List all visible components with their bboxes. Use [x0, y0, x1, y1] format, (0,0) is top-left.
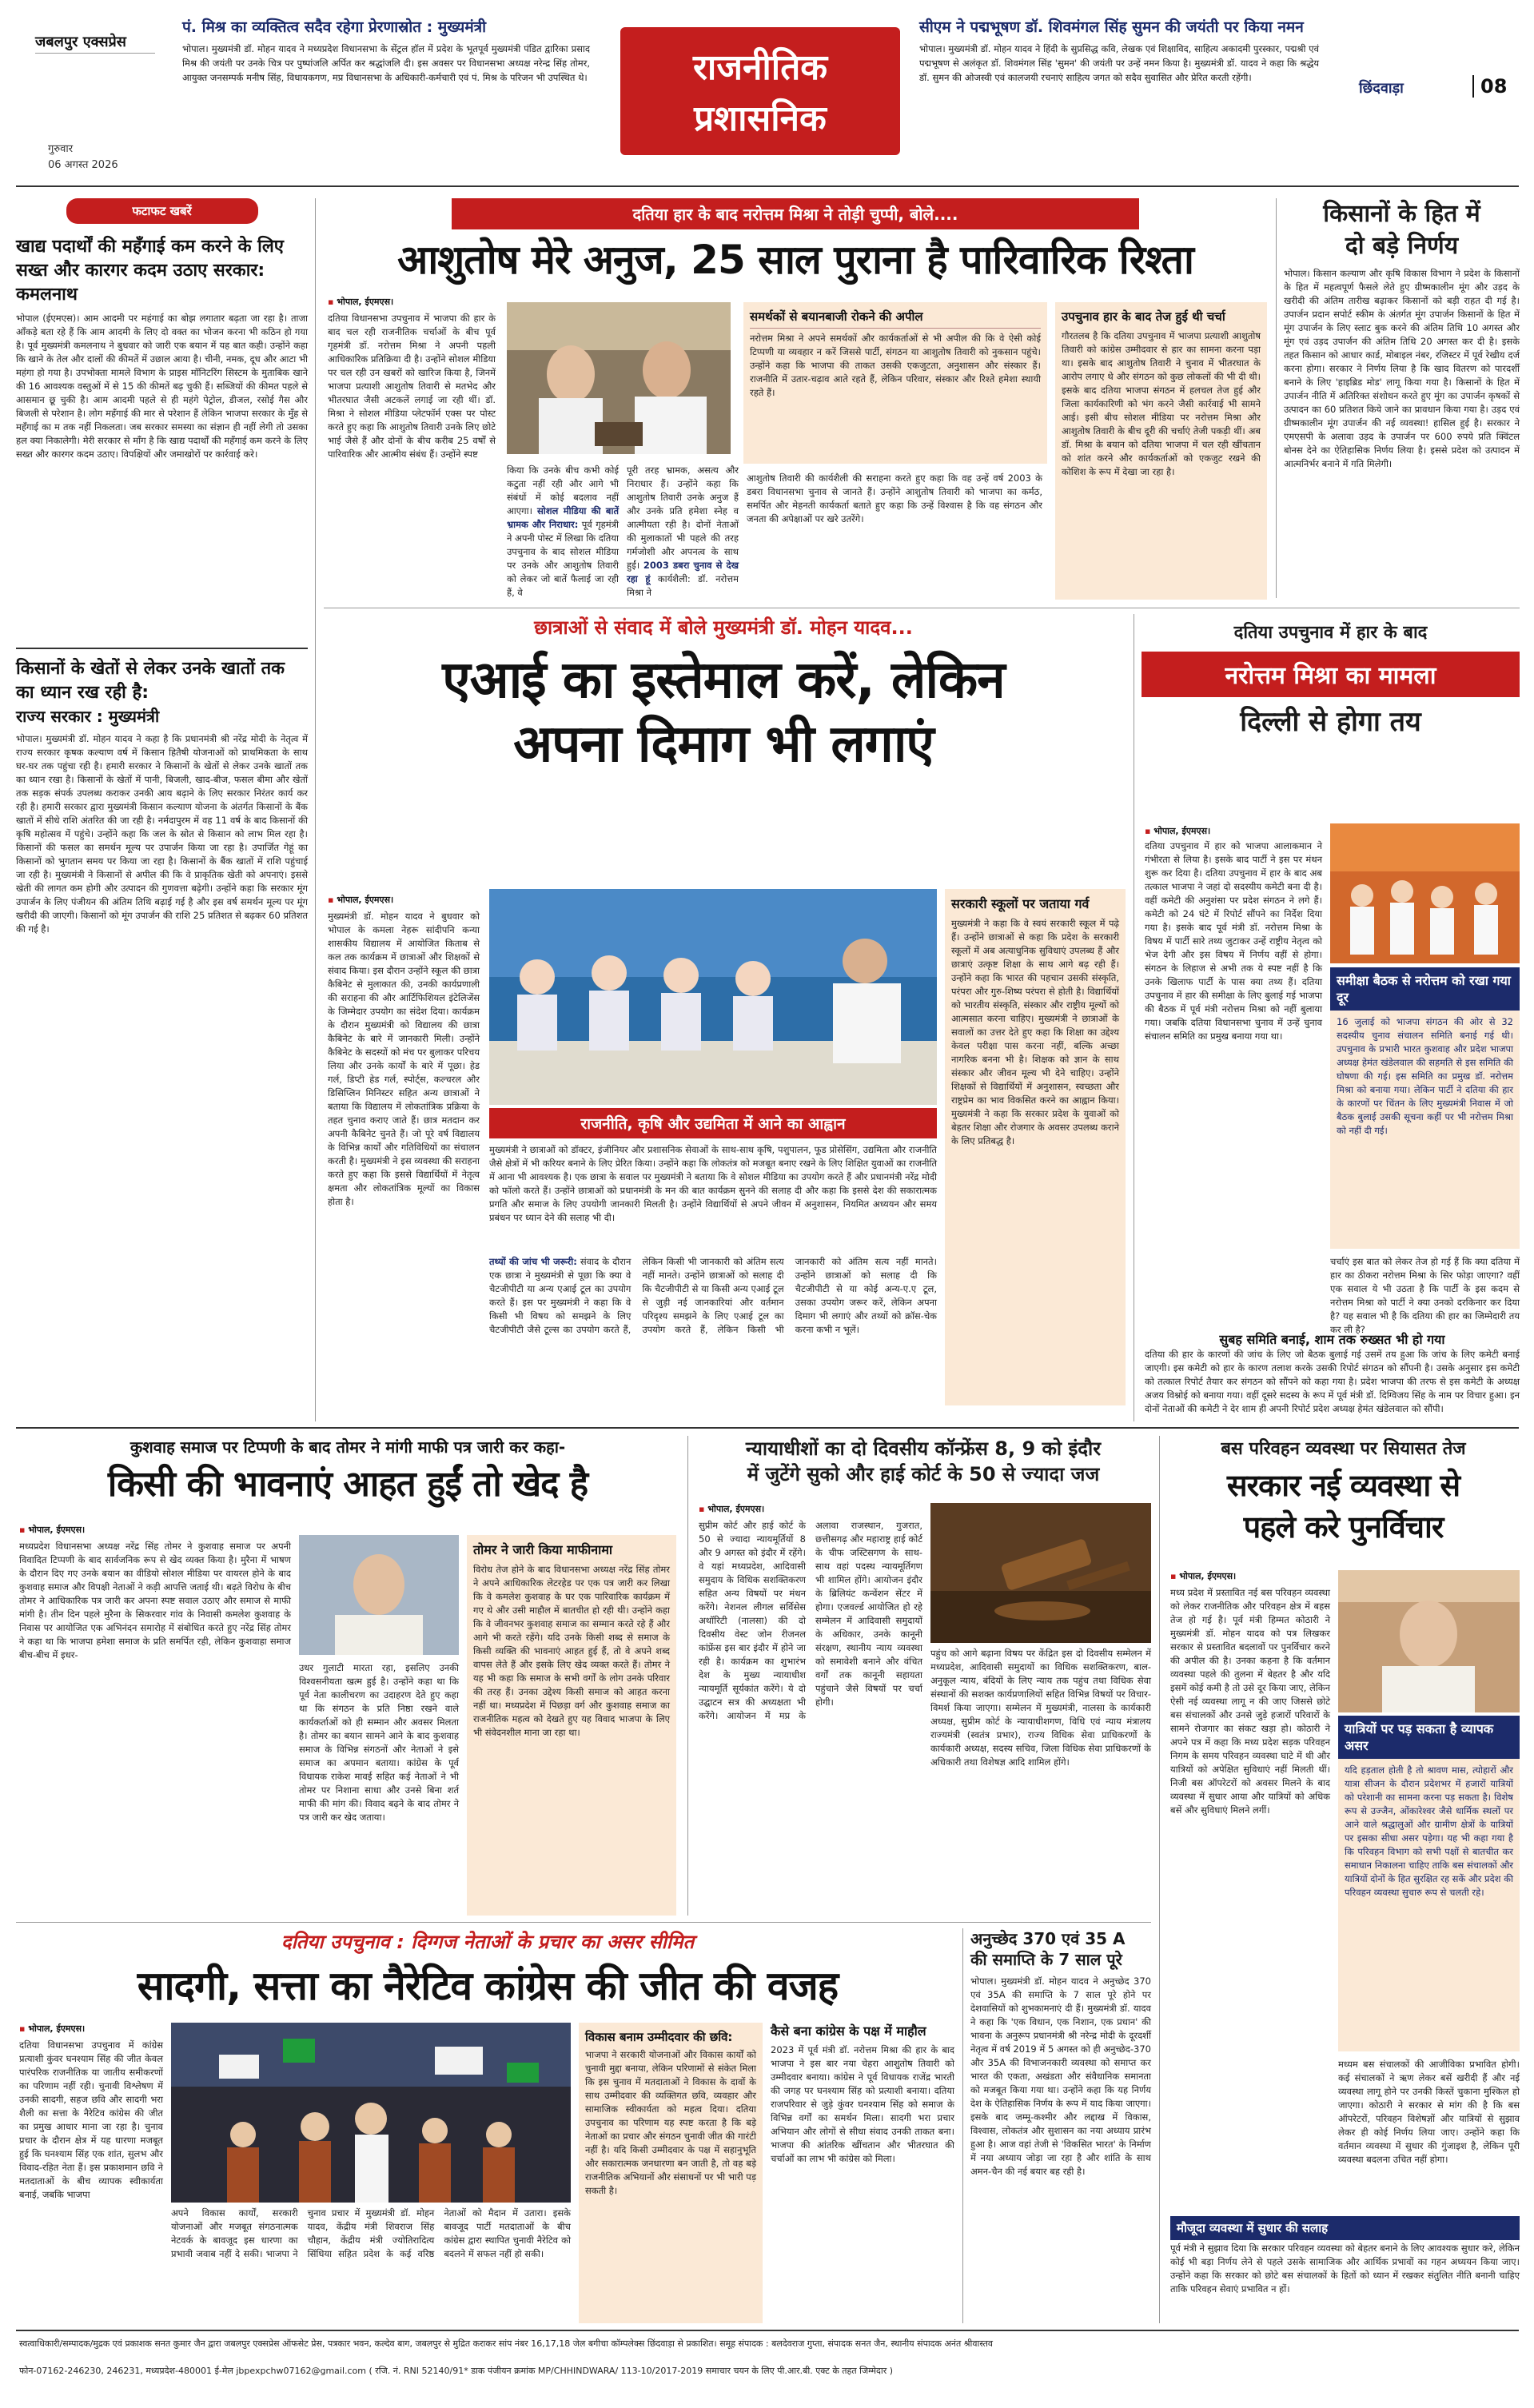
- lead-box1-title: समर्थकों से बयानबाजी रोकने की अपील: [750, 309, 1041, 329]
- bus-box-title: यात्रियों पर पड़ सकता है व्यापक असर: [1338, 1716, 1520, 1759]
- bus-headline-2: पहले करे पुनर्विचार: [1243, 1509, 1444, 1545]
- lead-box1-body: नरोत्तम मिश्रा ने अपने समर्थकों और कार्यकर्ताओं से भी अपील की कि वे ऐसी कोई टिप्पणी या व्यवहार न करें जिससे पार्टी, संगठन या आशुतोष तिवारी को नुकसान पहुंचे। उन्होंने कहा कि भाजपा की ताकत उसकी एकजुटता, अनुशासन और संस्कार हैं। राजनीति में उतार-चढ़ाव आते रहते हैं, लेकिन परिवार, संस्कार और रिश्ते हमेशा स्थायी रहते हैं।: [750, 333, 1041, 398]
- lead-box2-body: गौरतलब है कि दतिया उपचुनाव में भाजपा प्रत्याशी आशुतोष तिवारी को कांग्रेस उम्मीदवार से हार का सामना करना पड़ा था। इसके बाद आशुतोष तिवारी ने चुनाव में भीतरघात के आरोप लगाए थे और संगठन को कुछ लोकलों की भी दी थी। इसके बाद दतिया भाजपा संगठन में हलचल तेज हुई और जिला कार्यकारिणी को भंग करने जैसी कार्रवाई भी सामने आई। इसी बीच सोशल मीडिया पर नरोत्तम मिश्रा और आशुतोष तिवारी के बीच दूरी की चर्चाएं तेजी पकड़ी थीं। अब डॉ. मिश्रा के बयान को दतिया भाजपा में चल रही खींचतान को शांत करने और कार्यकर्ताओं को एकजुट रखने की कोशिश के रूप में देखा जा रहा है।: [1062, 330, 1261, 477]
- lead-col3-rest: कार्यशैली: डॉ. नरोत्तम मिश्रा ने: [627, 573, 739, 598]
- datia-box-title: समीक्षा बैठक से नरोत्तम को रखा गया दूर: [1330, 967, 1520, 1011]
- ai-side-box: [945, 889, 1126, 1405]
- ai-headline-2: अपना दिमाग भी लगाएं: [513, 715, 934, 774]
- fatafat-story2-body: भोपाल। मुख्यमंत्री डॉ. मोहन यादव ने कहा है कि प्रधानमंत्री श्री नरेंद्र मोदी के नेतृत्व में राज्य सरकार कृषक कल्याण वर्ष में किसान हितैषी योजनाओं को प्राथमिकता के साथ घर-घर तक पहुंचा रही है। हमारी सरकार ने किसानों के खेतों से लेकर उनके खातों तक का ध्यान रखा है। किसानों के खेतों में पानी, बिजली, खाद-बीज, फसल बीमा और खेतों तक सड़क संपर्क उपलब्ध कराकर उनकी आय बढ़ाने के लिए सरकार निरंतर कार्य कर रही है। हमारी सरकार द्वारा मुख्यमंत्री किसान कल्याण योजना के अंतर्गत किसानों के बैंक खातों में सीधे राशि अंतरित की जा रही है। नर्मदापुरम में वह 11 वर्ष के बाद किसानों की कृषि महोत्सव में पहुंचे। उन्होंने कहा कि जल के स्रोत से किसान को लाभ मिल रहा है। किसानों की फसल का समर्थन मूल्य पर उपार्जन किया जा रहा है। उपार्जित गेहूं का किसानों को भुगतान समय पर किया जा रहा है। किसानों के बैंक खातों में राशि पहुंचाई जा रही है। मुख्यमंत्री ने किसानों से अपील की कि वे प्राकृतिक खेती को अपनाएं। इससे खेती की लागत कम होगी और उत्पादन की गुणवत्ता बढ़ेगी। उन्होंने कहा कि सरकार मूंग उपार्जन के लिए पंजीयन की अंतिम तिथि बढ़ाई गई है और इस वर्ष समर्थन मूल्य पर मूंग खरीदी की जाएगी। किसानों को मूंग उपार्जन की राशि 25 प्रतिशत से बढ़कर 60 प्रतिशत की गई है।: [16, 733, 308, 935]
- lead-col3: [627, 464, 739, 600]
- fatafat-story1-title: खाद्य पदार्थों की महँगाई कम करने के लिए सख्त और कारगर कदम उठाए सरकार: कमलनाथ: [16, 237, 284, 305]
- datia-body3: दतिया की हार के कारणों की जांच के लिए जो बैठक बुलाई गई उसमें तय हुआ कि जांच के लिए कमेटी बनाई जाएगी। इस कमेटी को हार के कारण तलाश करके उसकी रिपोर्ट संगठन को सौंपनी है। उसके अनुसार इस कमेटी को तत्काल रिपोर्ट तैयार कर संगठन को सौंपने को कहा गया है। प्रदेश भाजपा की तरफ से इस कमेटी के अध्यक्ष अजय विश्नोई को बनाया गया। वहीं दूसरे सदस्य के रूप में पूर्व मंत्री डॉ. दिग्विजय सिंह के नाम पर विचार हुआ। इन दोनों नेताओं की कमेटी ने देर शाम ही अपनी रिपोर्ट प्रदेश अध्यक्ष हेमंत खंडेलवाल को सौंपी।: [1145, 1349, 1520, 1414]
- page-number: 08: [1472, 75, 1507, 98]
- congress-headline: सादगी, सत्ता का नैरेटिव कांग्रेस की जीत की वजह: [137, 1963, 839, 2009]
- lead-headline: आशुतोष मेरे अनुज, 25 साल पुराना है पारिवारिक रिश्ता: [397, 237, 1193, 283]
- judges-col2: पहुंच को आगे बढ़ाना विषय पर केंद्रित इस दो दिवसीय सम्मेलन में मध्यप्रदेश, आदिवासी समुदायों का विधिक सशक्तिकरण, बाल-अनुकूल न्याय, बंदियों के लिए न्याय तक पहुंच तथा विधिक सेवा संस्थानों की सशक्त कार्यप्रणालियों सहित विभिन्न विषयों पर विचार-विमर्श किया जाएगा। सम्मेलन में मुख्यमंत्री, नालसा के कार्यकारी अध्यक्ष, सुप्रीम कोर्ट के न्यायाधीशगण, विधि एवं न्याय मंत्रालय राज्यमंत्री (स्वतंत्र प्रभार), राज्य विधिक सेवा प्राधिकरणों के कार्यकारी अध्यक्ष, सदस्य सचिव, जिला विधिक सेवा प्राधिकरणों के अधिकारी तथा विशेषज्ञ आदि शामिल होंगे।: [930, 1648, 1151, 1768]
- tomar-head: [16, 1436, 679, 1509]
- judges-headline-2: में जुटेंगे सुको और हाई कोर्ट के 50 से ज्यादा जज: [747, 1463, 1100, 1485]
- datia-sub2: सुबह समिति बनाई, शाम तक रुख्सत भी हो गया: [1219, 1332, 1445, 1347]
- judges-dateline: ▪ भोपाल, ईएमएस।: [699, 1503, 764, 1515]
- congress-box2-body: 2023 में पूर्व मंत्री डॉ. नरोत्तम मिश्रा की हार के बाद भाजपा ने इस बार नया चेहरा आशुतोष तिवारी को उम्मीदवार बनाया। कांग्रेस ने पूर्व विधायक राजेंद्र भारती की जगह पर घनश्याम सिंह को प्रत्याशी बनाया। दतिया राजपरिवार से जुड़े कुंवर घनश्याम सिंह को समाज के विभिन्न वर्गों का समर्थन मिला। सादगी भरा प्रचार अभियान और लोगों से सीधा संवाद उनकी ताकत बना। भाजपा की आंतरिक खींचतान और भीतरघात की चर्चाओं का लाभ भी कांग्रेस को मिला।: [771, 2044, 954, 2164]
- ai-band-body: मुख्यमंत्री ने छात्राओं को डॉक्टर, इंजीनियर और प्रशासनिक सेवाओं के साथ-साथ कृषि, पशुपालन, फूड प्रोसेसिंग, उद्यमिता और राजनीति जैसे क्षेत्रों में भी करियर बनाने के लिए प्रेरित किया। उन्होंने कहा कि लोकतंत्र को मजबूत बनाए रखने के लिए शिक्षित युवाओं का राजनीति में आना भी आवश्यक है। एक छात्रा के सवाल पर मुख्यमंत्री ने बताया कि वे सोशल मीडिया का उपयोग करते हैं और प्रधानमंत्री नरेंद्र मोदी को फॉलो करते हैं। उन्होंने छात्राओं को प्रधानमंत्री के मन की बात कार्यक्रम सुनने की सलाह दी और कहा कि इससे देश की सकारात्मक प्रगति और समाज के लिए उपयोगी जानकारी मिलती है। उन्होंने विद्यार्थियों से अपने जीवन में अनुशासन, नियमित अध्ययन और समय प्रबंधन पर ध्यान देने की सलाह भी दी।: [489, 1144, 937, 1223]
- bus-box-body: यदि हड़ताल होती है तो श्रावण मास, त्योहारों और यात्रा सीजन के दौरान प्रदेशभर में हजारों यात्रियों को परेशानी का सामना करना पड़ सकता है। विशेष रूप से उज्जैन, ओंकारेश्वर जैसे धार्मिक स्थलों पर आने वाले श्रद्धालुओं और ग्रामीण क्षेत्रों के यात्रियों पर इसका सीधा असर पड़ेगा। यह भी कहा गया है कि परिवहन विभाग को सभी पक्षों से बातचीत कर समाधान निकालना चाहिए ताकि बस संचालकों और यात्रियों दोनों के हित सुरक्षित रह सकें और प्रदेश की परिवहन व्यवस्था सुचारु रूप से चलती रहे।: [1345, 1764, 1513, 1898]
- bus-headline-1: सरकार नई व्यवस्था से: [1226, 1468, 1460, 1503]
- left-brief-title: पं. मिश्र का व्यक्तित्व सदैव रहेगा प्रेरणास्रोत : मुख्यमंत्री: [182, 18, 487, 36]
- city-name: छिंदवाड़ा: [1359, 80, 1404, 97]
- ai-col2: [489, 1255, 937, 1405]
- cm-students-photo: [489, 889, 937, 1105]
- bus-body3: पूर्व मंत्री ने सुझाव दिया कि सरकार परिवहन व्यवस्था को बेहतर बनाने के लिए आवश्यक सुधार करे, लेकिन कोई भी बड़ा निर्णय लेने से पहले उसके सामाजिक और आर्थिक प्रभावों का गहन अध्ययन किया जाए। उन्होंने कहा कि सरकार को छोटे बस संचालकों के हितों को ध्यान में रखकर संतुलित नीति बनानी चाहिए ताकि परिवहन सेवाएं प्रभावित न हों।: [1170, 2243, 1520, 2294]
- judges-headline-1: न्यायाधीशों का दो दिवसीय कॉन्फ्रेंस 8, 9 को इंदौर: [745, 1437, 1102, 1460]
- bus-head: [1167, 1436, 1520, 1548]
- bus-box: [1338, 1716, 1520, 2051]
- datia-headline-2: दिल्ली से होगा तय: [1240, 706, 1421, 738]
- masthead-right-brief: [919, 18, 1319, 85]
- congress-body: दतिया विधानसभा उपचुनाव में कांग्रेस प्रत्याशी कुंवर घनश्याम सिंह की जीत केवल पारंपरिक राजनीतिक या जातीय समीकरणों का परिणाम नहीं रही। चुनावी विश्लेषण में उनकी सादगी, सहज छवि और सादगी भरा शैली का सत्ता के नैरेटिव कांग्रेस की जीत का प्रमुख आधार माना जा रहा है। चुनाव प्रचार के दौरान क्षेत्र में यह धारणा मजबूत हुई कि घनश्याम सिंह एक शांत, सुलभ और विवाद-रहित नेता हैं। इस प्रकाशमान छवि ने मतदाताओं के बीच व्यापक स्वीकार्यता बनाई, जबकि भाजपा: [19, 2039, 163, 2200]
- section-title-box: [620, 27, 900, 155]
- judges-head: [695, 1436, 1151, 1487]
- section-title-1: राजनीतिक: [692, 47, 828, 88]
- tomar-photo: [299, 1535, 459, 1655]
- tomar-box: [467, 1535, 676, 1916]
- bjp-meeting-photo: [1330, 823, 1520, 963]
- ai-col1: मुख्यमंत्री डॉ. मोहन यादव ने बुधवार को भोपाल के कमला नेहरू सांदीपनि कन्या शासकीय विद्यालय में आयोजित किताब से कल तक कार्यक्रम में छात्राओं और शिक्षकों से संवाद किया। इस दौरान उन्होंने स्कूल की छात्रा कैबिनेट से मुलाकात की, उनकी कार्यप्रणाली की सराहना की और आर्टिफिशियल इंटेलिजेंस के जिम्मेदार उपयोग का संदेश दिया। कार्यक्रम के दौरान मुख्यमंत्री को विद्यालय की छात्रा कैबिनेट के बारे में जानकारी मिली। उन्होंने कैबिनेट के सदस्यों को मंच पर बुलाकर परिचय लिया और उनके कार्यों के बारे में पूछा। हेड गर्ल, डिप्टी हेड गर्ल, स्पोर्ट्स, कल्चरल और डिसिप्लिन मिनिस्टर सहित अन्य छात्राओं ने बताया कि विद्यालय में लोकतांत्रिक प्रक्रिया के तहत चुनाव कराए जाते हैं। छात्र मतदान कर अपनी कैबिनेट चुनते हैं। जो पूरे वर्ष विद्यालय के विभिन्न कार्यों और गतिविधियों का संचालन करती है। मुख्यमंत्री ने इस व्यवस्था की सराहना करते हुए कहा कि इससे विद्यार्थियों में नेतृत्व क्षमता और लोकतांत्रिक मूल्यों का विकास होता है।: [328, 911, 480, 1207]
- congress-box2-title: कैसे बना कांग्रेस के पक्ष में माहौल: [771, 2023, 926, 2039]
- bus-body2: मध्यम बस संचालकों की आजीविका प्रभावित होगी। कई संचालकों ने ऋण लेकर बसें खरीदी हैं और नई व्यवस्था लागू होने पर उनकी किस्तें चुकाना मुश्किल हो जाएगा। कोठारी ने सरकार से मांग की है कि बस ऑपरेटरों, परिवहन विशेषज्ञों और यात्रियों से सुझाव लेकर ही कोई निर्णय लिया जाए। उन्होंने कहा कि वर्तमान व्यवस्था में सुधार की गुंजाइश है, लेकिन पूरी व्यवस्था बदलना उचित नहीं होगा।: [1338, 2059, 1520, 2165]
- judges-body: सुप्रीम कोर्ट और हाई कोर्ट के 50 से ज्यादा न्यायमूर्तियों 8 और 9 अगस्त को इंदौर में रहेंगे। वे यहां मध्यप्रदेश, आदिवासी समुदाय के विधिक सशक्तिकरण सहित अन्य विषयों पर मंथन करेंगे। नेशनल लीगल सर्विसेस अथॉरिटी (नालसा) की दो दिवसीय वेस्ट जोन रीजनल कांफ्रेंस इस बार इंदौर में होने जा रही है। कार्यक्रम का शुभारंभ देश के मुख्य न्यायाधीश न्यायमूर्ति सूर्यकांत करेंगे। ये दो उद्घाटन सत्र की अध्यक्षता भी करेंगे। आयोजन में मप्र के अलावा राजस्थान, गुजरात, छत्तीसगढ़ और महाराष्ट्र हाई कोर्ट के चीफ जस्टिसगण के साथ-साथ वहां पदस्थ न्यायमूर्तिगण भी शामिल होंगे। आयोजन इंदौर के ब्रिलियंट कन्वेंशन सेंटर में होगा। एजवर्ल्ड आयोजित हो रहे सम्मेलन में आदिवासी समुदायों के अधिकार, उनके कानूनी संरक्षण, स्थानीय न्याय व्यवस्था को समावेशी बनाने और वंचित वर्गों तक कानूनी सहायता पहुंचाने जैसे विषयों पर चर्चा होगी।: [699, 1520, 922, 1721]
- lead-box1: [743, 302, 1047, 464]
- congress-rally-photo: [171, 2023, 571, 2203]
- congress-col2: अपने विकास कार्यों, सरकारी योजनाओं और मजबूत संगठनात्मक नेटवर्क के बावजूद इस धारणा का प्रभावी जवाब नहीं दे सकी। भाजपा ने चुनाव प्रचार में मुख्यमंत्री डॉ. मोहन यादव, केंद्रीय मंत्री शिवराज सिंह चौहान, केंद्रीय मंत्री ज्योतिरादित्य सिंधिया सहित प्रदेश के कई वरिष्ठ नेताओं को मैदान में उतारा। इसके बावजूद पार्टी मतदाताओं के बीच कांग्रेस द्वारा स्थापित चुनावी नैरेटिव को बदलने में सफल नहीं हो सकी।: [171, 2207, 571, 2259]
- ai-side-title: सरकारी स्कूलों पर जताया गर्व: [951, 896, 1090, 911]
- ai-col2-text: संवाद के दौरान एक छात्रा ने मुख्यमंत्री से पूछा कि क्या वे चैटजीपीटी या अन्य एआई टूल का उपयोग करते हैं। इस पर मुख्यमंत्री ने कहा कि वे किसी भी विषय को समझने के लिए चैटजीपीटी जैसे टूल्स का उपयोग करते हैं, लेकिन किसी भी जानकारी को अंतिम सत्य नहीं मानते। उन्होंने छात्राओं को सलाह दी कि चैटजीपीटी से या किसी अन्य एआई टूल से जुड़ी नई जानकारियां और वर्तमान परिदृश्य समझने के लिए एआई टूल का उपयोग करते हैं, लेकिन किसी भी जानकारी को अंतिम सत्य नहीं मानते। उन्होंने छात्राओं को सलाह दी कि चैटजीपीटी से या कोई अन्य-ए.ए टूल, उसका उपयोग जरूर करें, लेकिन अपना दिमाग भी लगाएं और तथ्यों को क्रॉस-चेक करना कभी न भूलें।: [489, 1256, 937, 1335]
- fatafat-story2-subtitle: राज्य सरकार : मुख्यमंत्री: [16, 707, 160, 726]
- lead-col3-text: पूरी तरह भ्रामक, असत्य और निराधार हैं। उन्होंने कहा कि आशुतोष तिवारी उनके अनुज हैं और उनके प्रति हमेशा स्नेह व आत्मीयता रही है। दोनों नेताओं की मुलाकातों भी पहले की तरह गर्मजोशी और अपनत्व के साथ हुईं।: [627, 464, 739, 571]
- lead-col2-rest: पूर्व गृहमंत्री ने अपनी पोस्ट में लिखा कि दतिया उपचुनाव के बाद सोशल मीडिया पर उनके और आशुतोष तिवारी को लेकर जो बातें फैलाई जा रही हैं, वे: [507, 519, 619, 598]
- weekday: गुरुवार: [48, 143, 74, 155]
- lead-story: [324, 198, 1267, 284]
- lead-dateline: ▪ भोपाल, ईएमएस।: [328, 296, 393, 308]
- masthead-left-brief: [182, 18, 590, 85]
- congress-box2: [771, 2023, 954, 2323]
- datia-body: दतिया उपचुनाव में हार को भाजपा आलाकमान ने गंभीरता से लिया है। इसके बाद पार्टी ने इस पर मंथन शुरू कर दिया है। दतिया उपचुनाव में हार के बाद अब तत्काल भाजपा ने जहां दो सदस्यीय कमेटी बना दी है। वहीं कमेटी की अनुशंसा पर प्रदेश संगठन ने लगे हैं। कमेटी को 24 घंटे में रिपोर्ट सौंपने का निर्देश दिया गया है। इसके बाद पूर्व मंत्री डॉ. नरोत्तम मिश्रा के विषय में पार्टी सारे तथ्य जुटाकर उन्हें राष्ट्रीय नेतृत्व को भेज देगी और इस विषय में निर्णय वहीं से होगा। संगठन के लिहाज से अभी तक ये स्पष्ट नहीं है कि उनके खिलाफ पार्टी के पास क्या तथ्य हैं। दतिया उपचुनाव में हार की समीक्षा के लिए बुलाई गई भाजपा की बैठक में पूर्व मंत्री नरोत्तम मिश्रा को नहीं बुलाया गया। जबकि दतिया विधानसभा चुनाव में उन्हें चुनाव संचालन समिति का प्रमुख बनाया गया था।: [1145, 840, 1322, 1042]
- datia-body2: चर्चाएं इस बात को लेकर तेज हो गई हैं कि क्या दतिया में हार का ठीकरा नरोत्तम मिश्रा के सिर फोड़ा जाएगा? वहीं एक सवाल ये भी उठता है कि पार्टी के इस कदम से नरोत्तम मिश्रा को पार्टी ने क्या उनको दरकिनार कर दिया है? यह सवाल भी है कि दतिया की हार का जिम्मेदारी तय कर ली है?: [1330, 1256, 1520, 1335]
- datia-dateline: ▪ भोपाल, ईएमएस।: [1145, 825, 1210, 837]
- kothari-photo: [1338, 1570, 1520, 1712]
- bus-body: मध्य प्रदेश में प्रस्तावित नई बस परिवहन व्यवस्था को लेकर राजनीतिक और परिवहन क्षेत्र में बहस तेज हो गई है। पूर्व मंत्री हिम्मत कोठारी ने मुख्यमंत्री डॉ. मोहन यादव को पत्र लिखकर सरकार से प्रस्तावित बदलावों पर पुनर्विचार करने की अपील की है। उनका कहना है कि वर्तमान व्यवस्था पहले की तुलना में बेहतर है और यदि इसमें कोई कमी है तो उसे दूर किया जाए, लेकिन ऐसी नई व्यवस्था लागू न की जाए जिससे छोटे बस संचालकों और उनसे जुड़े हजारों परिवारों के सामने रोजगार का संकट खड़ा हो। कोठारी ने अपने पत्र में कहा कि मध्य प्रदेश सड़क परिवहन निगम के समय परिवहन व्यवस्था घाटे में थी और यात्रियों को अपेक्षित सुविधाएं नहीं मिलती थीं। निजी बस ऑपरेटरों को अवसर मिलने के बाद व्यवस्था में सुधार आया और यात्रियों को अधिक बसें और सुविधाएं मिलने लगीं।: [1170, 1587, 1330, 1816]
- datia-box: [1330, 967, 1520, 1249]
- lead-col2-text: किया कि उनके बीच कभी कोई कटुता नहीं रही और आगे भी संबंधों में कोई बदलाव नहीं आएगा।: [507, 464, 619, 516]
- fatafat-section: [16, 198, 308, 1340]
- lead-box2: [1055, 302, 1267, 600]
- footer-imprint: स्वत्वाधिकारी/सम्पादक/मुद्रक एवं प्रकाशक सनत कुमार जैन द्वारा जबलपुर एक्सप्रेस ऑफसेट प्रेस, पत्रकार भवन, कल्देव बाग, जबलपुर से मुद्रित कराकर सांप नंबर 16,17,18 जेल बगीचा कॉम्पलेक्स छिंदवाड़ा से प्रकाशित। समूह संपादक : बलदेवराज गुप्ता, संपादक सनत जैन, स्थानीय संपादक अनंत श्रीवास्तव: [19, 2338, 993, 2349]
- ai-band: [489, 1108, 937, 1247]
- lead-box2-title: उपचुनाव हार के बाद तेज हुई थी चर्चा: [1062, 309, 1225, 324]
- ai-kicker: छात्राओं से संवाद में बोले मुख्यमंत्री डॉ. मोहन यादव...: [534, 616, 913, 639]
- lead-kicker: दतिया हार के बाद नरोत्तम मिश्रा ने तोड़ी चुप्पी, बोले....: [452, 198, 1139, 229]
- article370-body: भोपाल। मुख्यमंत्री डॉ. मोहन यादव ने अनुच्छेद 370 एवं 35A की समाप्ति के 7 साल पूरे होने पर देशवासियों को शुभकामनाएं दी हैं। मुख्यमंत्री डॉ. यादव ने कहा कि 'एक विधान, एक निशान, एक प्रधान' की भावना के अनुरूप प्रधानमंत्री श्री नरेन्द्र मोदी के दूरदर्शी नेतृत्व में वर्ष 2019 में 5 अगस्त को ही अनुच्छेद-370 और 35A की विभाजनकारी व्यवस्था को समाप्त कर भारत की एकता, अखंडता और संवैधानिक समानता को मजबूत किया गया था। उन्होंने कहा कि यह निर्णय देश के ऐतिहासिक निर्णय के रूप में याद किया जाएगा। इसके बाद जम्मू-कश्मीर और लद्दाख में विकास, विश्वास, लोकतंत्र और सुशासन का नया अध्याय प्रारंभ हुआ है। आज वहां तेजी से 'विकसित भारत' के निर्माण में नया अध्याय जोड़ा जा रहा है और शांति के साथ अमन-चैन की नई बयार बह रही है।: [970, 1975, 1151, 2177]
- right-brief-body: भोपाल। मुख्यमंत्री डॉ. मोहन यादव ने हिंदी के सुप्रसिद्ध कवि, लेखक एवं शिक्षाविद, साहित्य अकादमी पुरस्कार, पद्मश्री एवं पद्मभूषण से अलंकृत डॉ. शिवमंगल सिंह 'सुमन' की जयंती पर उन्हें नमन किया है। मुख्यमंत्री डॉ. यादव ने कहा कि श्रद्धेय डॉ. सुमन की ओजस्वी एवं कालजयी रचनाएं साहित्य जगत को सदैव सुवासित और प्रेरित करती रहेंगी।: [919, 43, 1319, 83]
- lead-col3-subhead: 2003 डबरा चुनाव से देख रहा हूं: [627, 560, 739, 584]
- masthead: [0, 0, 1534, 184]
- right-brief-title: सीएम ने पद्मभूषण डॉ. शिवमंगल सिंह सुमन की जयंती पर किया नमन: [919, 18, 1304, 36]
- tomar-dateline: ▪ भोपाल, ईएमएस।: [19, 1524, 85, 1536]
- kisan-headline-2: दो बड़े निर्णय: [1345, 232, 1459, 260]
- lead-col2: [507, 464, 619, 600]
- tomar-headline: किसी की भावनाएं आहत हुईं तो खेद है: [107, 1464, 588, 1505]
- kisan-body: भोपाल। किसान कल्याण और कृषि विकास विभाग ने प्रदेश के किसानों के हित में महत्वपूर्ण फैसले लेते हुए ग्रीष्मकालीन मूंग और उड़द के खरीदी की अंतिम तारीख बढ़ाकर किसानों को बड़ी राहत दी गई है। उपार्जन प्रदान सपोर्ट स्कीम के अंतर्गत मूंग उपार्जन किसानों के हित में मूंग उपार्जन के लिए स्लाट बुक करने की अंतिम तिथि 10 अगस्त और मूंग एवं उड़द उपार्जन की अंतिम तिथि 20 अगस्त कर दी है। इसके तहत किसान को आधार कार्ड, मोबाइल नंबर, रजिस्टर में पूर्व रेखीय दर्ज करना होगा। सरकार ने निर्णय लिया है कि खाद वितरण को पारदर्शी बनाने के लिए 'हाइब्रिड मोड' लागू किया गया है। किसानों के हित में उपार्जन नीति में अतिरिक्त संशोधन करते हुए मूंग का उपार्जन कृषकों से उत्पादन का 60 प्रतिशत किये जाने का प्रावधान किया गया है। उड़द एवं ग्रीष्मकालीन मूंग उपार्जन की नई व्यवस्था! हासिल हुई है। सरकार ने एमएसपी के अलावा उड़द के उपार्जन पर 600 रुपये प्रति क्विंटल बोनस देने का ऐतिहासिक निर्णय लिया है। इससे प्रदेश को उत्पादन में आत्मनिर्भर बनाने में गति मिलेगी।: [1284, 268, 1520, 469]
- bus-kicker: बस परिवहन व्यवस्था पर सियासत तेज: [1221, 1439, 1466, 1459]
- fatafat-story1-body: भोपाल (ईएमएस)। आम आदमी पर महंगाई का बोझ लगातार बढ़ता जा रहा है। ताजा आँकड़े बता रहे हैं कि आम आदमी के लिए दो वक्त का भोजन करना भी कठिन हो गया है। पूर्व मुख्यमंत्री कमलनाथ ने बुधवार को जारी एक बयान में यह बात कही। उन्होंने कहा कि खाने के तेल और दालों की कीमतें में उछाल आया है। चीनी, नमक, दूध और आटा भी महंगा हो गया है। उपभोक्ता मामले विभाग के प्राइस मॉनिटरिंग सिस्टम के मुताबिक खाने की 16 आवश्यक वस्तुओं में से 15 की कीमतें बढ़ चुकी हैं। सब्जियों की कीमत पहले से आसमान छू चुकी है। आम आदमी पहले से ही महंगे पेट्रोल, डीजल, रसोई गैस और बिजली से परेशान है। लोग महँगाई की मार से परेशान हैं लेकिन भाजपा सरकार के मुँह से महँगाई का म तक नहीं निकलता। जब सरकार समस्या का संज्ञान ही नहीं लेगी तो उसका हल क्या निकालेगी। मेरी सरकार से माँग है कि खाद्य पदार्थों की महँगाई कम करने के लिए सख्त और कारगर कदम उठाए। विपक्षियों और जमाखोरों पर कार्रवाई करे।: [16, 313, 308, 460]
- ai-side-body: मुख्यमंत्री ने कहा कि वे स्वयं सरकारी स्कूल में पढ़े हैं। उन्होंने छात्राओं से कहा कि प्रदेश के सरकारी स्कूलों में अब अत्याधुनिक सुविधाएं उपलब्ध हैं और छात्राएं उत्कृष्ट शिक्षा के साथ आगे बढ़ रही हैं। उन्होंने कहा कि भारत की पहचान उसकी संस्कृति, परंपरा और गुरु-शिष्य परंपरा से होती है। विद्यार्थियों को भारतीय संस्कृति, संस्कार और राष्ट्रीय मूल्यों को आत्मसात करना चाहिए। मुख्यमंत्री ने छात्राओं के सवालों का उत्तर देते हुए कहा कि शिक्षा का उद्देश्य केवल परीक्षा पास करना नहीं, बल्कि अच्छा नागरिक बनना भी है। शिक्षक को ज्ञान के साथ संस्कार और जीवन मूल्य भी देने चाहिए। उन्होंने शिक्षकों से विद्यार्थियों में अनुशासन, स्वच्छता और राष्ट्रप्रेम का भाव विकसित करने का आह्वान किया। मुख्यमंत्री ने कहा कि सरकार प्रदेश के युवाओं को बेहतर शिक्षा और रोजगार के अवसर उपलब्ध कराने के लिए प्रतिबद्ध है।: [951, 918, 1119, 1146]
- fatafat-story2-title: किसानों के खेतों से लेकर उनके खातों तक का ध्यान रख रही है:: [16, 659, 285, 703]
- article370-story: [970, 1928, 1151, 2320]
- datia-delhi-head: [1142, 620, 1520, 739]
- ai-headline-1: एआई का इस्तेमाल करें, लेकिन: [442, 651, 1005, 710]
- congress-box-body: भाजपा ने सरकारी योजनाओं और विकास कार्यों को चुनावी मुद्दा बनाया, लेकिन परिणामों से संकेत मिला कि इस चुनाव में मतदाताओं ने विकास के दावों के साथ उम्मीदवार की व्यक्तिगत छवि, व्यवहार और सामाजिक स्वीकार्यता को महत्व दिया। दतिया उपचुनाव का परिणाम यह स्पष्ट करता है कि बड़े नेताओं का प्रचार और संगठन चुनावी जीत की गारंटी नहीं है। यदि किसी उम्मीदवार के पक्ष में सहानुभूति और सकारात्मक जनधारणा बन जाती है, तो वह बड़े राजनीतिक अभियानों और संसाधनों पर भी भारी पड़ सकती है।: [585, 2049, 756, 2196]
- lead-col1: दतिया विधानसभा उपचुनाव में भाजपा की हार के बाद चल रही राजनीतिक चर्चाओं के बीच पूर्व गृहमंत्री डॉ. नरोत्तम मिश्रा ने अपनी पहली आधिकारिक प्रतिक्रिया दी है। उन्होंने सोशल मीडिया पर चल रही उन खबरों को खारिज किया है, जिनमें भाजपा प्रत्याशी आशुतोष तिवारी से मतभेद और भीतरघात जैसी अटकलें लगाई जा रही थीं। डॉ. मिश्रा ने सोशल मीडिया प्लेटफॉर्म एक्स पर पोस्ट करते हुए कहा कि आशुतोष तिवारी उनके लिए छोटे भाई जैसे हैं और दोनों के बीच करीब 25 वर्षों से पारिवारिक और आत्मीय संबंध हैं। उन्होंने स्पष्ट: [328, 313, 496, 460]
- datia-box-body: 16 जुलाई को भाजपा संगठन की ओर से 32 सदस्यीय चुनाव संचालन समिति बनाई गई थी। उपचुनाव के प्रभारी भारत कुशवाह और प्रदेश भाजपा अध्यक्ष हेमंत खंडेलवाल की सहमति से इस समिति की घोषणा की गई। इस समिति का प्रमुख डॉ. नरोत्तम मिश्रा को बनाया गया। लेकिन पार्टी ने दतिया की हार के कारणों पर चिंतन के लिए मुख्यमंत्री निवास में जो बैठक बुलाई उसकी सूचना कहीं पर भी नरोत्तम मिश्रा को नहीं दी गई।: [1337, 1016, 1513, 1136]
- footer-contact: फोन-07162-246230, 246231, मध्यप्रदेश-480001 ई-मेल jbpexpchw07162@gmail.com ( रजि. नं. RNI 52140/91* डाक पंजीयन क्रमांक MP/CHHINDWARA/ 113-10/2017-2019 समाचार चयन के लिए पी.आर.बी. एक्ट के तहत जिम्मेदार ): [19, 2366, 894, 2376]
- tomar-body: मध्यप्रदेश विधानसभा अध्यक्ष नरेंद्र सिंह तोमर ने कुशवाह समाज पर अपनी विवादित टिप्पणी के बाद सार्वजनिक रूप से खेद व्यक्त किया है। मुरैना में भाषण के दौरान दिए गए उनके बयान का वीडियो सोशल मीडिया पर वायरल होने के बाद कुशवाह समाज और विपक्षी नेताओं ने कड़ी आपत्ति जताई थी। बढ़ते विरोध के बीच तोमर ने आधिकारिक पत्र जारी कर अपना स्पष्ट सवाल उठाए और समाज से माफी मांगी है। तीन दिन पहले मुरैना के सिकरवार गांव के निवासी कमलेश कुशवाह के निवास पर आयोजित एक अभिनंदन समारोह में संबोधित करते हुए नरेंद्र सिंह तोमर ने कहा था कि भाजपा हमेशा समाज के प्रति समर्पित रही, लेकिन कुशवाहा समाज बीच-बीच में इधर-: [19, 1541, 291, 1660]
- congress-box: [579, 2023, 763, 2323]
- ai-dateline: ▪ भोपाल, ईएमएस।: [328, 894, 393, 906]
- datia-kicker: दतिया उपचुनाव में हार के बाद: [1233, 623, 1428, 643]
- datia-headline-1: नरोत्तम मिश्रा का मामला: [1142, 652, 1520, 697]
- kisan-headline-1: किसानों के हित में: [1323, 200, 1480, 228]
- article370-headline-2: की समाप्ति के 7 साल पूरे: [970, 1950, 1122, 1969]
- section-title-2: प्रशासनिक: [694, 98, 827, 139]
- ai-story-head: [324, 614, 1123, 776]
- ai-col2-subhead: तथ्यों की जांच भी जरूरी:: [489, 1256, 577, 1267]
- tomar-box-title: तोमर ने जारी किया माफीनामा: [473, 1542, 613, 1557]
- gavel-photo: [930, 1503, 1151, 1643]
- kisan-story: [1284, 198, 1520, 595]
- tomar-box-body: विरोध तेज होने के बाद विधानसभा अध्यक्ष नरेंद्र सिंह तोमर ने अपने आधिकारिक लेटरहेड पर एक पत्र जारी कर लिखा कि वे कमलेश कुशवाह के घर एक पारिवारिक कार्यक्रम में गए थे और उसी माहौल में बातचीत हो रही थी। उन्होंने कहा कि वे जीवनभर कुशवाह समाज का सम्मान करते रहे हैं और आगे भी करते रहेंगे। यदि उनके किसी शब्द से समाज के किसी व्यक्ति की भावनाएं आहत हुई हैं, तो वे अपने शब्द वापस लेते हैं और इसके लिए खेद व्यक्त करते हैं। तोमर ने यह भी कहा कि समाज के सभी वर्गों के लोग उनके परिवार की तरह हैं। उनका उद्देश्य किसी समाज को आहत करना नहीं था। मध्यप्रदेश में पिछड़ा वर्ग और कुशवाह समाज का राजनीतिक महत्व को देखते हुए यह विवाद भाजपा के लिए भी संवेदनशील माना जा रहा था।: [473, 1564, 670, 1738]
- lead-col4: आशुतोष तिवारी की कार्यशैली की सराहना करते हुए कहा कि वह उन्हें वर्ष 2003 के डबरा विधानसभा चुनाव से जानते हैं। उन्होंने आशुतोष तिवारी को भाजपा का कर्मठ, समर्पित और मेहनती कार्यकर्ता बताते हुए कहा कि उन्हें विश्वास है कि वह संगठन और जनता की अपेक्षाओं पर खरे उतरेंगे।: [747, 472, 1042, 524]
- congress-head: [16, 1928, 959, 2012]
- ai-band-title: राजनीति, कृषि और उद्यमिता में आने का आह्वान: [489, 1108, 937, 1138]
- left-brief-body: भोपाल। मुख्यमंत्री डॉ. मोहन यादव ने मध्यप्रदेश विधानसभा के सेंट्रल हॉल में प्रदेश के भूतपूर्व मुख्यमंत्री पंडित द्वारिका प्रसाद मिश्र की जयंती पर उनके चित्र पर पुष्पांजलि अर्पित कर श्रद्धांजलि दी। इस अवसर पर विधानसभा अध्यक्ष नरेन्द्र सिंह तोमर, आयुक्त जनसम्पर्क मनीष सिंह, विधायकगण, मप्र विधानसभा के अधिकारी-कर्मचारी एवं पं. मिश्र के परिजन भी उपस्थित थे।: [182, 43, 590, 83]
- paper-name: जबलपुर एक्सप्रेस: [35, 34, 126, 50]
- fatafat-label: फटाफट खबरें: [66, 198, 258, 224]
- tomar-col2: उधर गुलाटी मारता रहा, इसलिए उनकी विश्वसनीयता खत्म हुई है। उन्होंने कहा था कि पूर्व नेता कालीचरण का उदाहरण देते हुए कहा था कि संगठन के प्रति निष्ठा रखने वाले कार्यकर्ताओं को ही सम्मान और अवसर मिलता है। तोमर का बयान सामने आने के बाद कुशवाह समाज के विभिन्न संगठनों और नेताओं ने इसे समाज का अपमान बताया। कांग्रेस के पूर्व विधायक राकेश मावई सहित कई नेताओं ने भी तोमर पर निशाना साधा और उनसे बिना शर्त माफी की मांग की। विवाद बढ़ने के बाद तोमर ने पत्र जारी कर खेद जताया।: [299, 1662, 459, 1823]
- bus-subhead: मौजूदा व्यवस्था में सुधार की सलाह: [1170, 2216, 1520, 2240]
- congress-kicker: दतिया उपचुनाव : दिग्गज नेताओं के प्रचार का असर सीमित: [281, 1931, 695, 1953]
- article370-headline-1: अनुच्छेद 370 एवं 35 A: [970, 1929, 1126, 1948]
- lead-col2-subhead: सोशल मीडिया की बातें भ्रामक और निराधार:: [507, 505, 619, 530]
- bus-dateline: ▪ भोपाल, ईएमएस।: [1170, 1570, 1236, 1582]
- issue-date: 06 अगस्त 2026: [48, 159, 118, 171]
- tomar-kicker: कुशवाह समाज पर टिप्पणी के बाद तोमर ने मांगी माफी पत्र जारी कर कहा-: [129, 1437, 566, 1457]
- narottam-photo: [507, 302, 731, 454]
- congress-dateline: ▪ भोपाल, ईएमएस।: [19, 2023, 85, 2035]
- congress-box-title: विकास बनाम उम्मीदवार की छवि:: [585, 2030, 733, 2044]
